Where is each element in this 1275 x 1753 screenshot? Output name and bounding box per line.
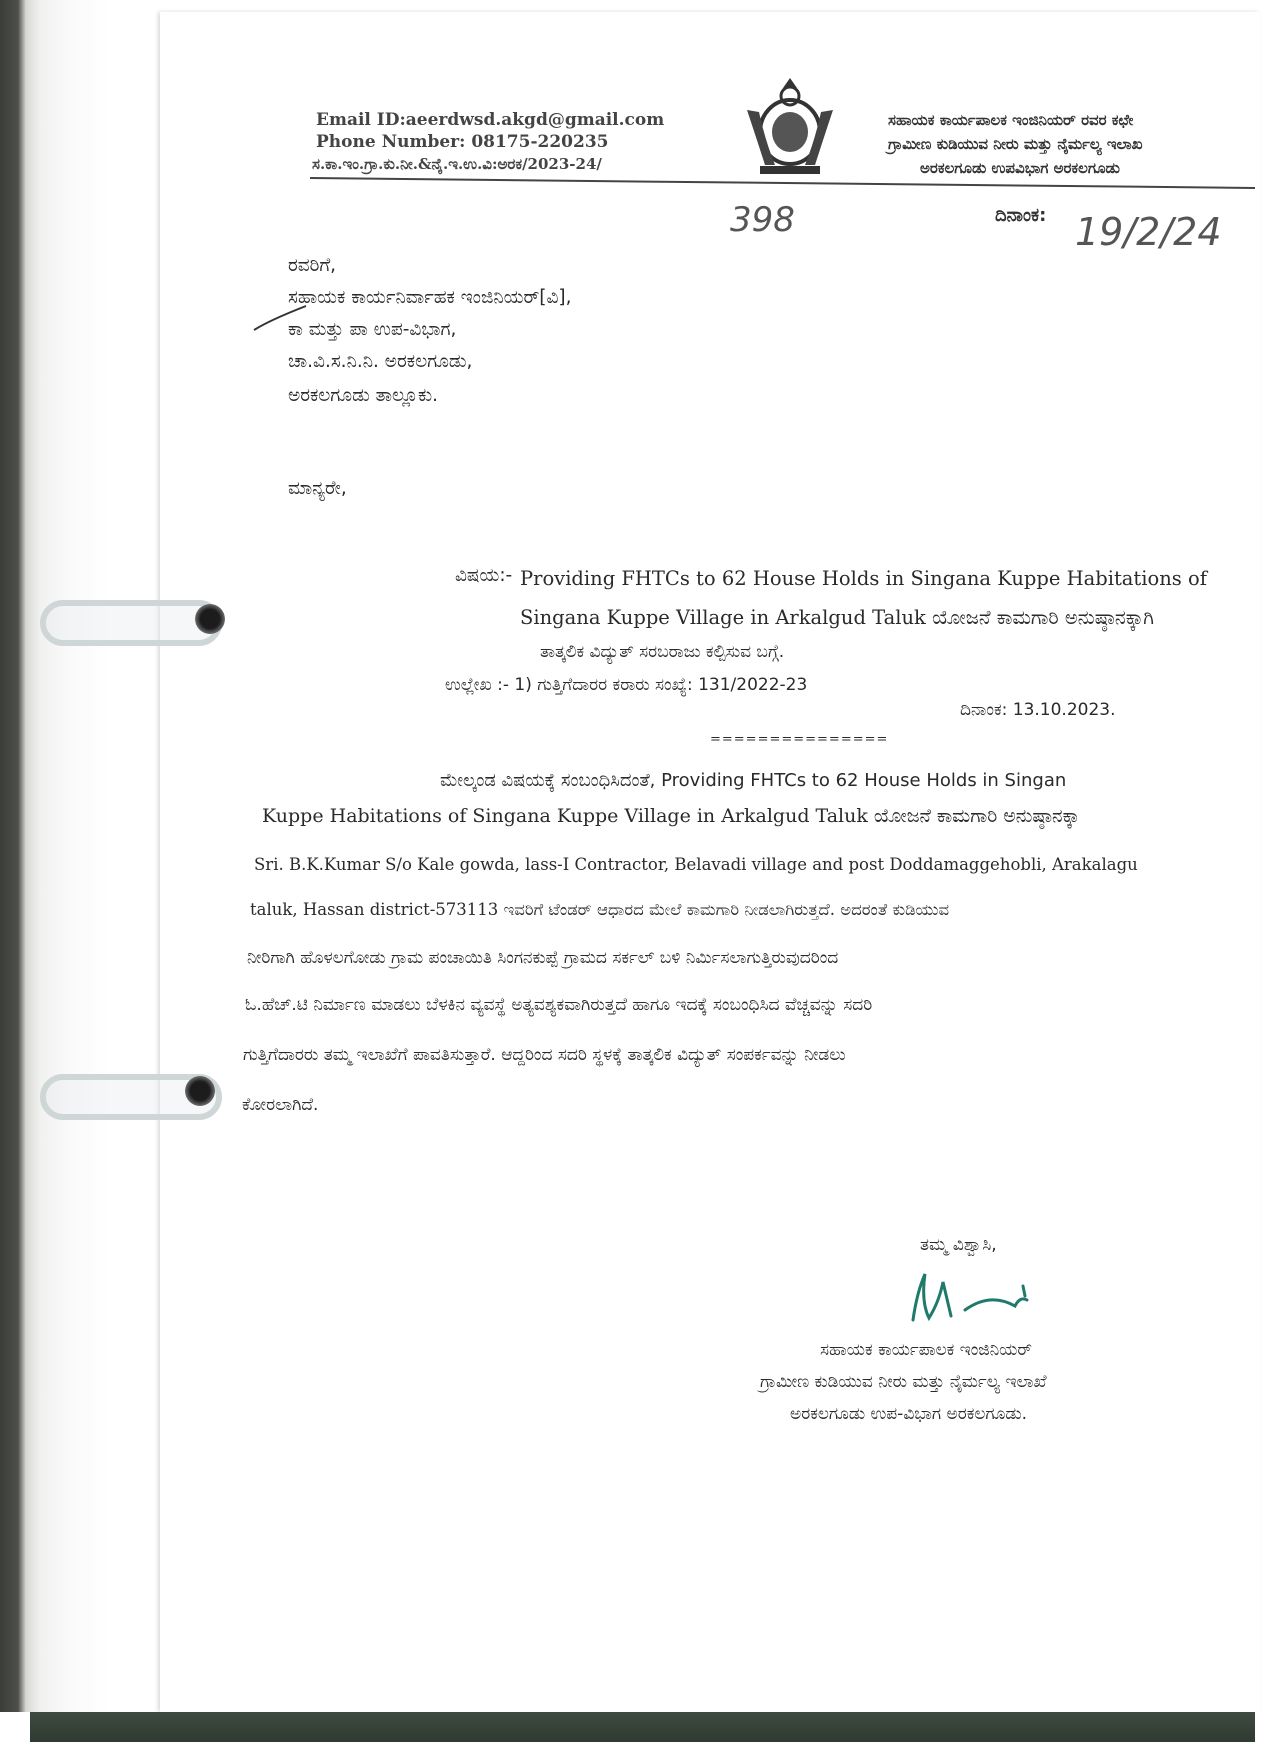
karnataka-emblem-icon bbox=[735, 70, 845, 180]
handwritten-number: 398 bbox=[730, 200, 795, 240]
subject-label: ವಿಷಯ:- bbox=[455, 565, 513, 586]
recipient-to: ರವರಿಗೆ, bbox=[288, 255, 337, 276]
body-line-7: ಗುತ್ತಿಗೆದಾರರು ತಮ್ಮ ಇಲಾಖೆಗೆ ಪಾವತಿಸುತ್ತಾರೆ. ಆದ್ದರಿಂದ ಸದರಿ ಸ್ಥಳಕ್ಕೆ ತಾತ್ಕಲಿಕ ವಿದ್ಯುತ್ ಸಂಪರ್ಕವನ್ನು ನೀಡಲು bbox=[243, 1045, 846, 1065]
reference-line: ಉಲ್ಲೇಖ :- 1) ಗುತ್ತಿಗೆದಾರರ ಕರಾರು ಸಂಖ್ಯೆ: 131/2022-23 bbox=[445, 675, 808, 695]
header-reference-number: ಸ.ಕಾ.ಇಂ.ಗ್ರಾ.ಕು.ನೀ.&ನೈ.ಇ.ಉ.ವಿ:ಅರಕ/2023-24/ bbox=[312, 155, 602, 173]
punch-hole-bottom bbox=[185, 1076, 215, 1106]
recipient-line-1: ಸಹಾಯಕ ಕಾರ್ಯನಿರ್ವಾಹಕ ಇಂಜಿನಿಯರ್[ವಿ], bbox=[288, 287, 572, 308]
handwritten-date: 19/2/24 bbox=[1075, 210, 1222, 254]
pen-tick-mark bbox=[250, 300, 310, 340]
subject-line-3: ತಾತ್ಕಲಿಕ ವಿದ್ಯುತ್ ಸರಬರಾಜು ಕಲ್ಪಿಸುವ ಬಗ್ಗೆ. bbox=[540, 642, 785, 662]
subject-line-2: Singana Kuppe Village in Arkalgud Taluk ಯೋಜನೆ ಕಾಮಗಾರಿ ಅನುಷ್ಠಾನಕ್ಕಾಗಿ bbox=[520, 606, 1154, 629]
date-label: ದಿನಾಂಕ: bbox=[995, 205, 1047, 226]
signature-line-1: ಸಹಾಯಕ ಕಾರ್ಯಪಾಲಕ ಇಂಜಿನಿಯರ್ bbox=[820, 1340, 1032, 1360]
recipient-line-4: ಅರಕಲಗೂಡು ತಾಲ್ಲೂಕು. bbox=[288, 385, 439, 406]
body-line-4: taluk, Hassan district-573113 ಇವರಿಗೆ ಟೆಂಡರ್ ಆಧಾರದ ಮೇಲೆ ಕಾಮಗಾರಿ ನೀಡಲಾಗಿರುತ್ತದೆ. ಅದರಂತೆ ಕುಡಿಯುವ bbox=[250, 900, 950, 919]
subject-line-1: Providing FHTCs to 62 House Holds in Singana Kuppe Habitations of bbox=[520, 567, 1207, 590]
signature-line-3: ಅರಕಲಗೂಡು ಉಪ-ವಿಭಾಗ ಅರಕಲಗೂಡು. bbox=[790, 1404, 1028, 1424]
signature-image bbox=[895, 1262, 1065, 1332]
body-line-2: Kuppe Habitations of Singana Kuppe Village in Arkalgud Taluk ಯೋಜನೆ ಕಾಮಗಾರಿ ಅನುಷ್ಠಾನಕ್ಕಾ bbox=[262, 805, 1080, 827]
header-office-line-3: ಅರಕಲಗೂಡು ಉಪವಿಭಾಗ ಅರಕಲಗೂಡು bbox=[920, 159, 1120, 177]
binder-cover-edge bbox=[30, 1712, 1255, 1742]
greeting: ಮಾನ್ಯರೇ, bbox=[288, 478, 347, 499]
header-office-line-2: ಗ್ರಾಮೀಣ ಕುಡಿಯುವ ನೀರು ಮತ್ತು ನೈರ್ಮಲ್ಯ ಇಲಾಖ bbox=[888, 135, 1143, 153]
header-office-line-1: ಸಹಾಯಕ ಕಾರ್ಯಪಾಲಕ ಇಂಜಿನಿಯರ್ ರವರ ಕಛೇ bbox=[888, 111, 1134, 129]
body-line-3: Sri. B.K.Kumar S/o Kale gowda, lass-I Contractor, Belavadi village and post Doddamaggehobli, Arakalagu bbox=[254, 855, 1138, 874]
recipient-line-2: ಕಾ ಮತ್ತು ಪಾ ಉಪ-ವಿಭಾಗ, bbox=[288, 319, 457, 340]
body-line-6: ಓ.ಹೆಚ್.ಟಿ ನಿರ್ಮಾಣ ಮಾಡಲು ಬೆಳಕಿನ ವ್ಯವಸ್ಥೆ ಅತ್ಯವಶ್ಯಕವಾಗಿರುತ್ತದೆ ಹಾಗೂ ಇದಕ್ಕೆ ಸಂಬಂಧಿಸಿದ ವೆಚ್ಚವನ್ನು ಸದರಿ bbox=[245, 995, 873, 1015]
recipient-line-3: ಚಾ.ವಿ.ಸ.ನಿ.ನಿ. ಅರಕಲಗೂಡು, bbox=[288, 351, 473, 372]
body-line-1: ಮೇಲ್ಕಂಡ ವಿಷಯಕ್ಕೆ ಸಂಬಂಧಿಸಿದಂತೆ, Providing FHTCs to 62 House Holds in Singan bbox=[440, 770, 1067, 791]
body-line-8: ಕೋರಲಾಗಿದೆ. bbox=[242, 1095, 319, 1115]
body-line-5: ನೀರಿಗಾಗಿ ಹೊಳಲಗೋಡು ಗ್ರಾಮ ಪಂಚಾಯಿತಿ ಸಿಂಗನಕುಪ್ಪೆ ಗ್ರಾಮದ ಸರ್ಕಲ್ ಬಳಿ ನಿರ್ಮಿಸಲಾಗುತ್ತಿರುವುದರಿಂದ bbox=[247, 948, 839, 968]
subject-divider: =============== bbox=[710, 732, 889, 747]
closing-yours: ತಮ್ಮ ವಿಶ್ವಾಸಿ, bbox=[920, 1235, 997, 1255]
header-email: Email ID:aeerdwsd.akgd@gmail.com bbox=[316, 110, 665, 130]
punch-hole-top bbox=[195, 604, 225, 634]
header-phone: Phone Number: 08175-220235 bbox=[316, 132, 609, 152]
reference-date: ದಿನಾಂಕ: 13.10.2023. bbox=[960, 700, 1116, 720]
signature-line-2: ಗ್ರಾಮೀಣ ಕುಡಿಯುವ ನೀರು ಮತ್ತು ನೈರ್ಮಲ್ಯ ಇಲಾಖೆ bbox=[760, 1372, 1047, 1392]
